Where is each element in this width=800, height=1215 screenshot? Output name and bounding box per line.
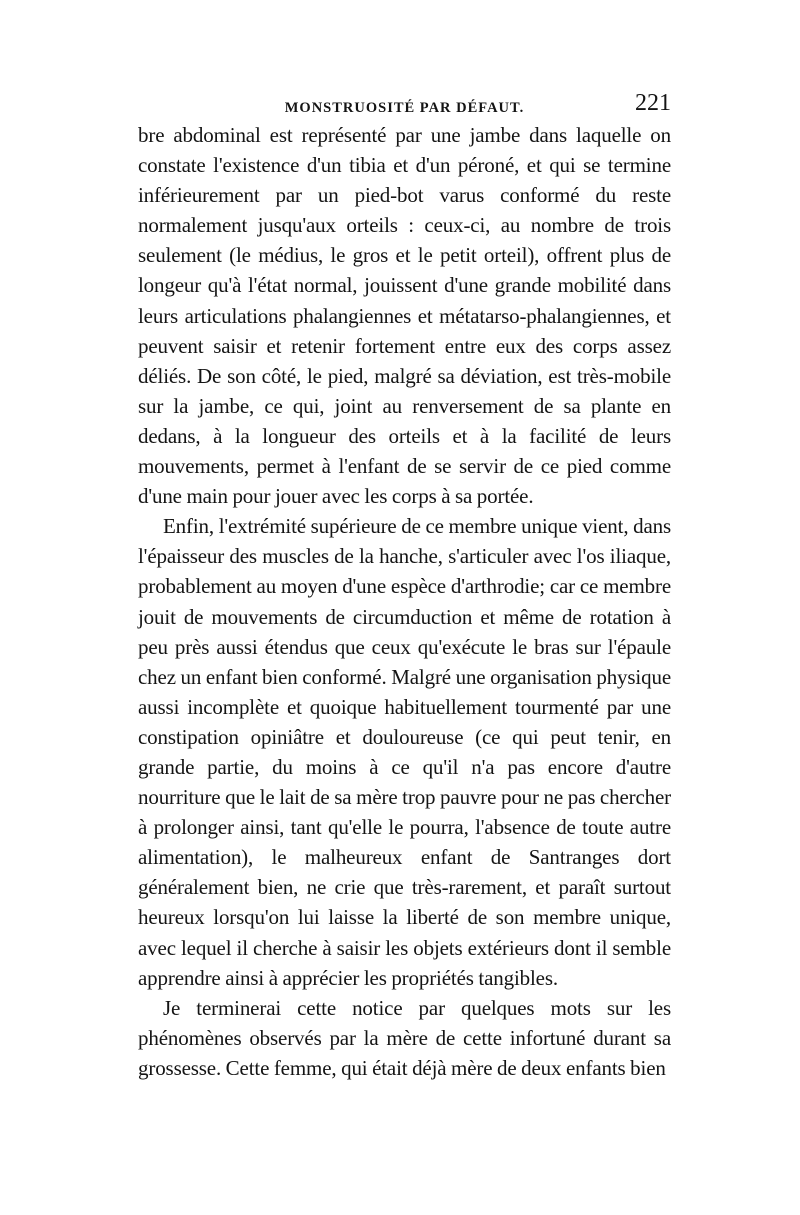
page-number: 221	[635, 90, 671, 116]
paragraph-continued: bre abdominal est représenté par une jambe dans laquelle on constate l'existence d'un tibia et d'un péroné, et qui se termine inférieurement par un pied-bot varus conformé du reste normalement jusqu'aux orteils : ceux-ci, au nombre de trois seulement (le médius, le gros et le petit orteil), offrent plus de longeur qu'à l'état normal, jouissent d'une grande mobilité dans leurs articulations phalangiennes et métatarso-phalangiennes, et peuvent saisir et retenir fortement entre eux des corps assez déliés. De son côté, le pied, malgré sa déviation, est très-mobile sur la jambe, ce qui, joint au renversement de sa plante en dedans, à la longueur des orteils et à la facilité de leurs mouvements, permet à l'enfant de se servir de ce pied comme d'une main pour jouer avec les corps à sa portée.	[138, 123, 671, 509]
paragraph: Enfin, l'extrémité supérieure de ce membre unique vient, dans l'épaisseur des muscles de la hanche, s'articuler avec l'os iliaque, probablement au moyen d'une espèce d'arthrodie; car ce membre jouit de mouvements de circumduction et même de rotation à peu près aussi étendus que ceux qu'exécute le bras sur l'épaule chez un enfant bien conformé. Malgré une organisation physique aussi incomplète et quoique habituellement tourmenté par une constipation opiniâtre et douloureuse (ce qui peut tenir, en grande partie, du moins à ce qu'il n'a pas encore d'autre nourriture que le lait de sa mère trop pauvre pour ne pas chercher à prolonger ainsi, tant qu'elle le pourra, l'absence de toute autre alimentation), le malheureux enfant de Santranges dort généralement bien, ne crie que très-rarement, et paraît surtout heureux lorsqu'on lui laisse la liberté de son membre unique, avec lequel il cherche à saisir les objets extérieurs dont il semble apprendre ainsi à apprécier les propriétés tangibles.	[138, 514, 671, 990]
running-title: MONSTRUOSITÉ PAR DÉFAUT.	[284, 100, 525, 116]
body-text	[138, 120, 671, 1083]
running-head	[138, 90, 671, 120]
book-page	[138, 90, 671, 1083]
paragraph: Je terminerai cette notice par quelques mots sur les phénomènes observés par la mère de cette infortuné durant sa grossesse. Cette femme, qui était déjà mère de deux enfants bien	[138, 995, 671, 1080]
